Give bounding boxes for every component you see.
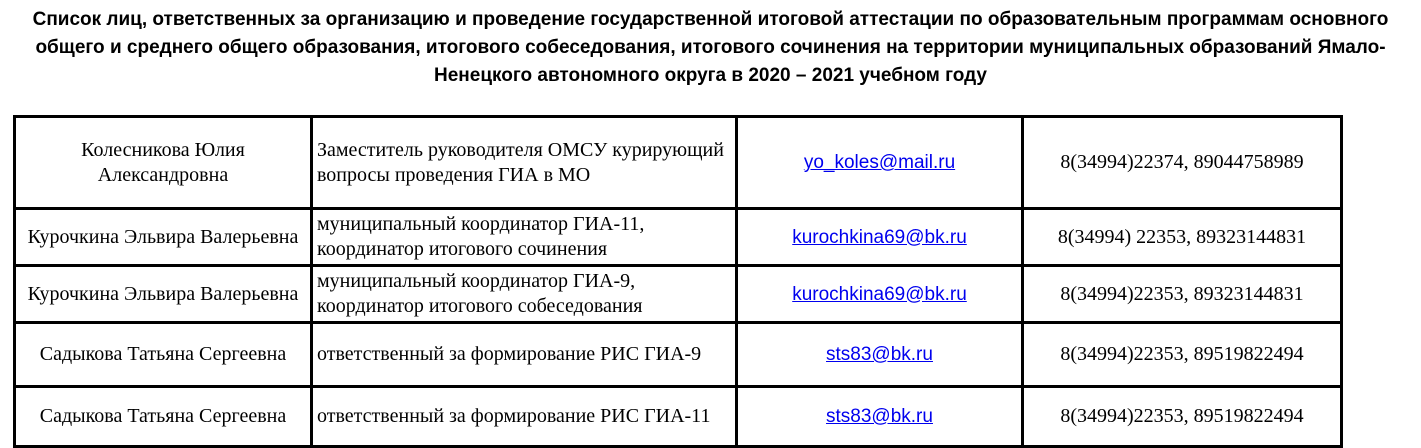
table-row [15, 323, 1342, 387]
title-line-1: Список лиц, ответственных за организацию и проведение государственной итоговой аттестации по образовательным программам основного [32, 9, 1389, 30]
person-name-cell: Садыкова Татьяна Сергеевна [15, 387, 312, 447]
phone-cell: 8(34994)22353, 89519822494 [1023, 323, 1342, 387]
email-link[interactable]: yo_koles@mail.ru [803, 152, 956, 173]
email-link[interactable]: sts83@bk.ru [826, 406, 933, 427]
table-row [15, 387, 1342, 447]
person-role-cell: муниципальный координатор ГИА-9, координатор итогового собеседования [312, 266, 737, 323]
email-cell [737, 323, 1023, 387]
person-name-cell: Курочкина Эльвира Валерьевна [15, 266, 312, 323]
email-cell [737, 266, 1023, 323]
phone-cell: 8(34994)22353, 89519822494 [1023, 387, 1342, 447]
title-line-2: общего и среднего общего образования, итогового собеседования, итогового сочинения на территории муниципальных образований Ямало- [35, 37, 1386, 58]
person-name-cell: Садыкова Татьяна Сергеевна [15, 323, 312, 387]
person-name-cell: Курочкина Эльвира Валерьевна [15, 209, 312, 266]
person-role-cell: Заместитель руководителя ОМСУ курирующий вопросы проведения ГИА в МО [312, 117, 737, 209]
person-name-cell: Колесникова Юлия Александровна [15, 117, 312, 209]
table-row [15, 117, 1342, 209]
person-role-cell: ответственный за формирование РИС ГИА-11 [312, 387, 737, 447]
phone-cell: 8(34994)22374, 89044758989 [1023, 117, 1342, 209]
email-cell [737, 209, 1023, 266]
title-line-3: Ненецкого автономного округа в 2020 – 2021 учебном году [434, 65, 987, 86]
email-link[interactable]: sts83@bk.ru [826, 344, 933, 365]
phone-cell: 8(34994) 22353, 89323144831 [1023, 209, 1342, 266]
document-title [0, 6, 1421, 90]
email-link[interactable]: kurochkina69@bk.ru [792, 226, 967, 248]
table-row [15, 209, 1342, 266]
email-cell [737, 387, 1023, 447]
email-cell [737, 117, 1023, 209]
email-link[interactable]: kurochkina69@bk.ru [792, 283, 967, 305]
person-role-cell: муниципальный координатор ГИА-11, координатор итогового сочинения [312, 209, 737, 266]
phone-cell: 8(34994)22353, 89323144831 [1023, 266, 1342, 323]
responsible-persons-table [13, 115, 1343, 448]
person-role-cell: ответственный за формирование РИС ГИА-9 [312, 323, 737, 387]
table-row [15, 266, 1342, 323]
